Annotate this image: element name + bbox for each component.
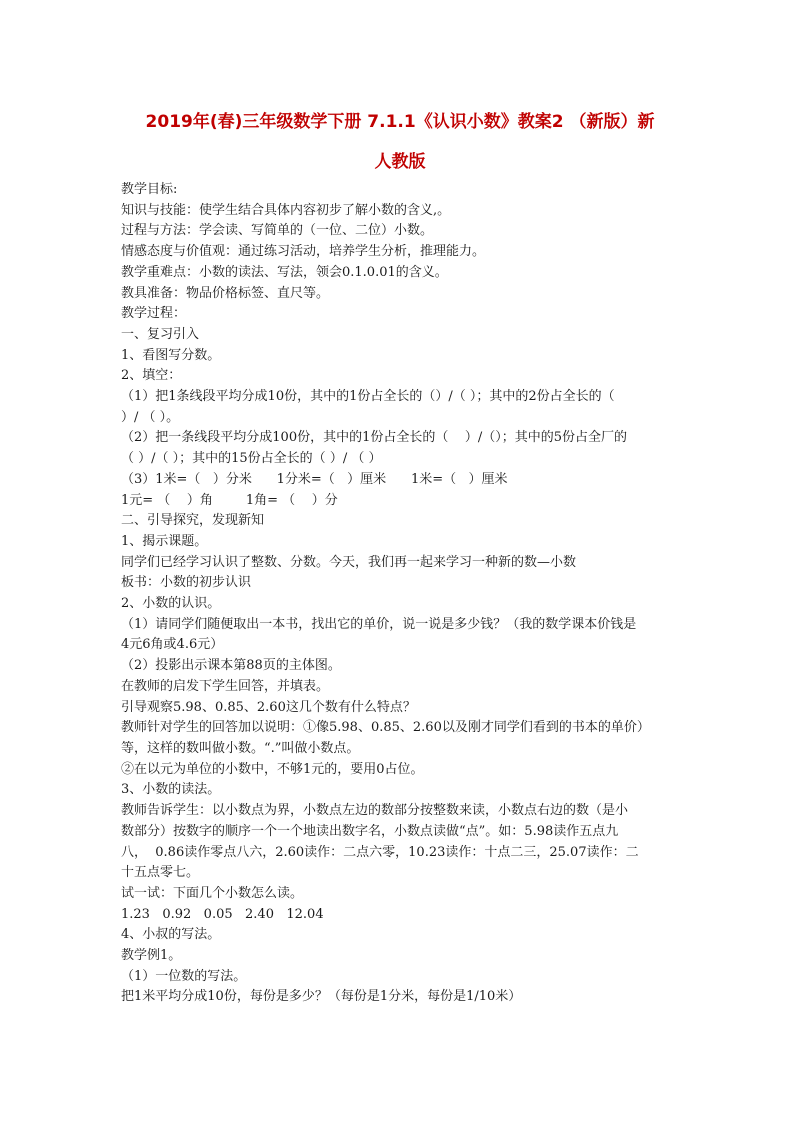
body-line: 3、小数的读法。 bbox=[121, 782, 221, 798]
body-line: 教学目标: bbox=[121, 182, 178, 197]
body-line: 1.23 0.92 0.05 2.40 12.04 bbox=[121, 906, 324, 922]
body-line: （1）把1条线段平均分成10份，其中的1份占全长的（）/（ ）；其中的2份占全长的（ bbox=[121, 389, 615, 405]
body-line: （2）投影出示课本第88页的主体图。 bbox=[121, 658, 341, 674]
body-line: （1）一位数的写法。 bbox=[121, 968, 247, 984]
body-line: 数部分）按数字的顺序一个一个地读出数字名，小数点读做“点”。如：5.98读作五点九 bbox=[121, 823, 619, 839]
body-line: （1）请同学们随便取出一本书，找出它的单价，说一说是多少钱？（我的数学课本价钱是 bbox=[121, 616, 637, 632]
body-line: 2、小数的认识。 bbox=[121, 596, 221, 612]
body-line: 等，这样的数叫做小数。“.”叫做小数点。 bbox=[121, 740, 360, 756]
body-line: 十五点零七。 bbox=[121, 865, 200, 881]
body-line: 板书：小数的初步认识 bbox=[121, 575, 252, 591]
body-line: 2、填空： bbox=[121, 368, 182, 384]
body-line: ②在以元为单位的小数中，不够1元的，要用0占位。 bbox=[121, 761, 424, 777]
body-line: ）/ （ ）。 bbox=[121, 409, 180, 425]
body-line: 情感态度与价值观：通过练习活动，培养学生分析，推理能力。 bbox=[121, 244, 486, 260]
body-line: 教师针对学生的回答加以说明：①像5.98、0.85、2.60以及刚才同学们看到的书本的单价） bbox=[121, 720, 650, 736]
body-line: 二、引导探究，发现新知 bbox=[121, 513, 265, 529]
body-line: 教学例1。 bbox=[121, 948, 182, 964]
body-line: 把1米平均分成10份，每份是多少？（每份是1分米，每份是1/10米） bbox=[121, 989, 522, 1005]
body-line: 教学重难点：小数的读法、写法，领会0.1.0.01的含义。 bbox=[121, 264, 448, 280]
body-line: （2）把一条线段平均分成100份，其中的1份占全长的（ ）/（）；其中的5份占全厂的 bbox=[121, 430, 628, 446]
body-line: 教具准备：物品价格标签、直尺等。 bbox=[121, 285, 330, 301]
body-line: 教学过程： bbox=[121, 306, 187, 322]
title-line-1: 2019年(春)三年级数学下册 7.1.1《认识小数》教案2 （新版）新 bbox=[145, 112, 655, 132]
body-line: 1、看图写分数。 bbox=[121, 347, 221, 363]
body-line: （ ）/（ ）；其中的15份占全长的（ ）/ （ ） bbox=[121, 451, 382, 467]
body-line: 4元6角或4.6元） bbox=[121, 637, 224, 653]
body-line: 知识与技能：使学生结合具体内容初步了解小数的含义,。 bbox=[121, 202, 451, 218]
body-line: 4、小叔的写法。 bbox=[121, 927, 221, 943]
body-line: 试一试：下面几个小数怎么读。 bbox=[121, 885, 304, 901]
body-line: 在教师的启发下学生回答，并填表。 bbox=[121, 678, 330, 694]
body-line: 1、揭示课题。 bbox=[121, 533, 208, 549]
body-line: （3）1米=（ ）分米 1分米=（ ）厘米 1米=（ ）厘米 bbox=[121, 471, 508, 487]
title-line-2: 人教版 bbox=[374, 152, 426, 172]
document-body bbox=[121, 180, 689, 1008]
body-line: 教师告诉学生：以小数点为界，小数点左边的数部分按整数来读，小数点右边的数（是小 bbox=[121, 803, 629, 819]
body-line: 同学们已经学习认识了整数、分数。今天，我们再一起来学习一种新的数—小数 bbox=[121, 554, 577, 570]
body-line: 1元= （ ）角 1角= （ ）分 bbox=[121, 492, 338, 508]
body-line: 过程与方法：学会读、写简单的（一位、二位）小数。 bbox=[121, 223, 434, 239]
body-line: 八， 0.86读作零点八六，2.60读作：二点六零，10.23读作：十点二三，25.07读作：二 bbox=[121, 844, 639, 860]
document-title bbox=[118, 102, 682, 182]
body-line: 一、复习引入 bbox=[121, 326, 200, 342]
body-line: 引导观察5.98、0.85、2.60这几个数有什么特点？ bbox=[121, 699, 416, 715]
